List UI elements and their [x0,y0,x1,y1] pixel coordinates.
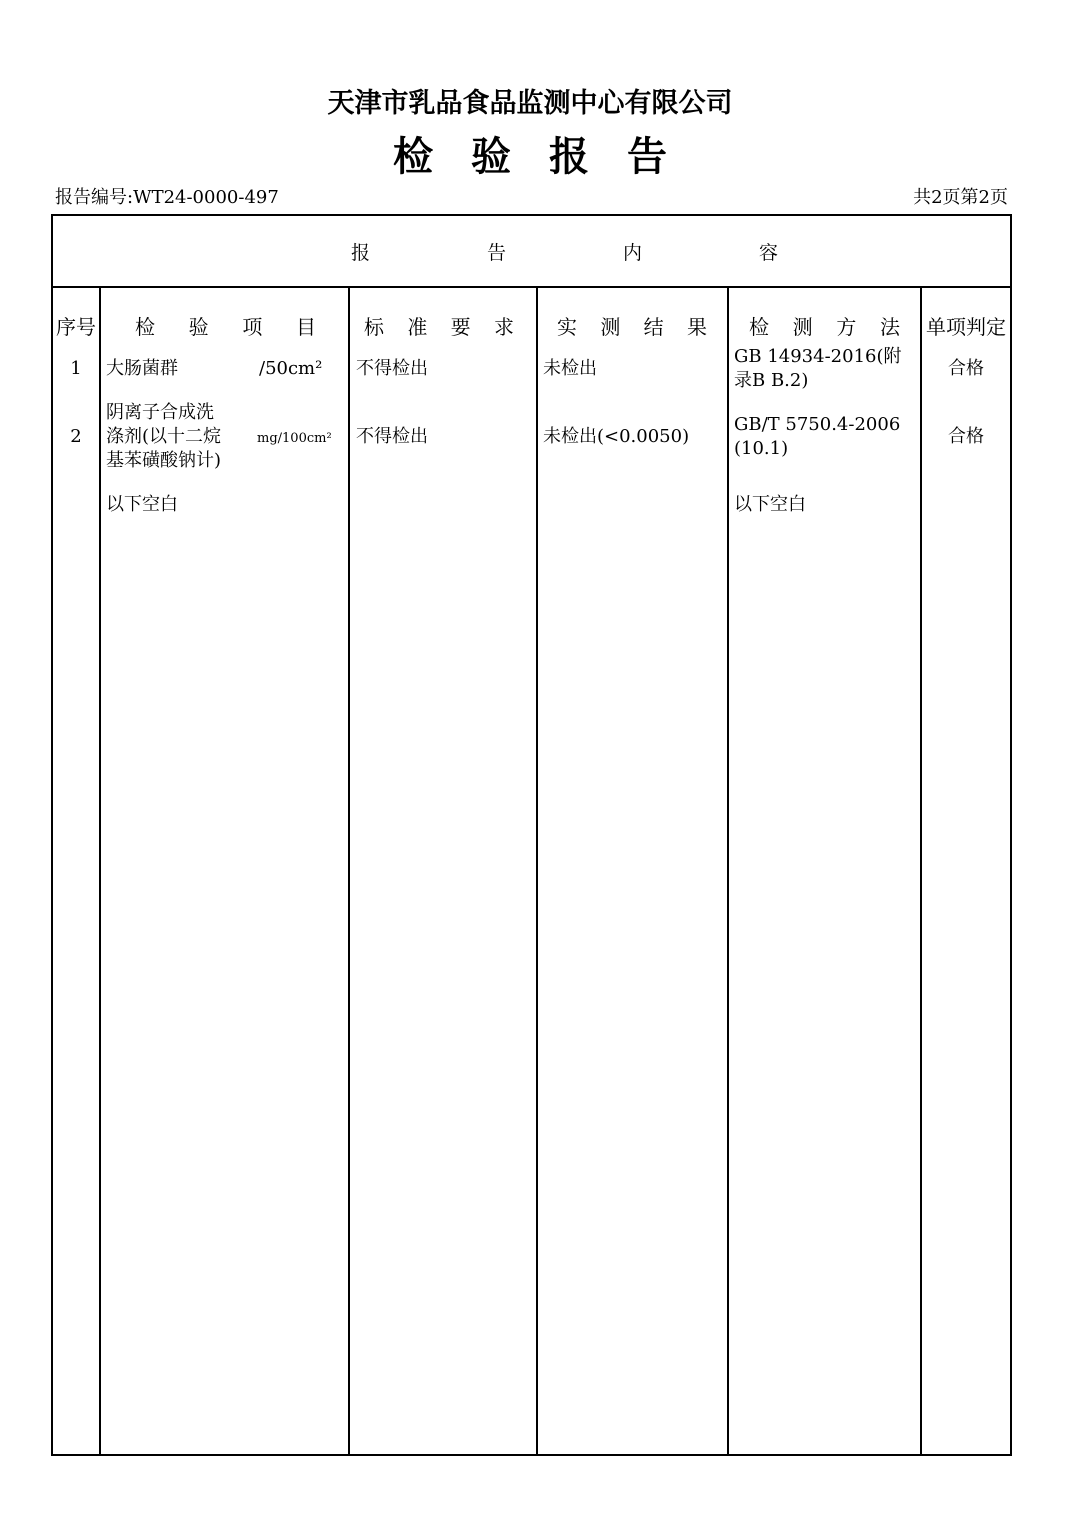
header-index-label: 序号 [56,315,96,339]
row1-method-line2: 录B B.2) [734,370,809,391]
header-standard-char: 标 [364,315,384,339]
header-item-char: 检 [135,315,155,339]
column-divider [99,287,101,1456]
blank-note-method: 以下空白 [734,494,806,515]
header-method-char: 测 [792,315,813,339]
header-result-char: 结 [643,315,664,339]
column-divider [920,287,922,1456]
company-name: 天津市乳品食品监测中心有限公司 [327,88,733,119]
row2-item-line2: 涤剂(以十二烷 [106,426,222,447]
row2-verdict: 合格 [948,426,984,447]
row1-result: 未检出 [543,358,597,379]
header-item-char: 验 [188,315,209,339]
row2-method-line2: (10.1) [734,438,789,459]
row1-verdict: 合格 [948,358,984,379]
section-heading-char: 内 [622,242,642,264]
header-method-char: 检 [749,315,769,339]
page-info: 共2页第2页 [913,187,1008,208]
row2-item-line3: 基苯磺酸钠计) [106,450,222,471]
row2-standard: 不得检出 [356,426,428,447]
section-heading-char: 报 [351,242,371,264]
header-method [729,312,920,342]
section-heading-char: 告 [486,242,506,264]
header-method-char: 法 [879,315,900,339]
header-result-char: 实 [557,315,577,339]
header-standard [350,312,536,342]
column-divider [536,287,538,1456]
row1-method-line1: GB 14934-2016(附 [734,346,902,367]
section-heading [53,216,1010,287]
header-result [538,312,727,342]
column-divider [727,287,729,1456]
header-result-char: 测 [600,315,621,339]
row1-item: 大肠菌群 [106,358,178,379]
row2-unit: mg/100cm² [257,431,332,446]
row1-standard: 不得检出 [356,358,428,379]
row1-index: 1 [70,358,82,379]
row2-item-line1: 阴离子合成洗 [106,402,214,423]
header-item-char: 项 [242,315,263,339]
header-item [101,312,348,342]
header-standard-char: 准 [407,315,428,339]
section-heading-char: 容 [758,242,778,264]
column-divider [348,287,350,1456]
row2-index: 2 [70,426,82,447]
header-standard-char: 要 [450,315,471,339]
header-index [53,312,99,342]
report-title: 检验报告 [393,134,705,180]
report-number: 报告编号:WT24-0000-497 [55,187,279,208]
header-result-char: 果 [686,315,707,339]
row2-result: 未检出(<0.0050) [543,426,690,447]
header-standard-char: 求 [493,315,514,339]
header-item-char: 目 [295,315,316,339]
header-method-char: 方 [836,315,857,339]
row2-method-line1: GB/T 5750.4-2006 [734,414,901,435]
header-verdict-label: 单项判定 [926,315,1006,339]
header-verdict [922,312,1010,342]
row1-unit: /50cm² [259,358,323,379]
blank-note-item: 以下空白 [106,494,178,515]
